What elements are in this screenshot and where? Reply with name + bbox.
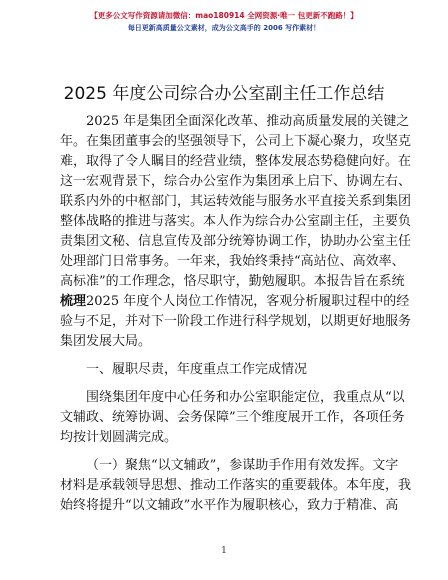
text-line: 难，取得了令人瞩目的经营业绩，整体发展态势稳健向好。在	[60, 154, 412, 169]
bold-text: 梳理	[60, 294, 87, 309]
page-number: 1	[221, 546, 227, 556]
promo-banner-line-1: 【更多公文写作资源请加微信：mao180914 全网资源·唯一 包更新不跑路！】	[90, 11, 358, 20]
text-line: 整体战略的推进与落实。本人作为综合办公室副主任，主要负	[60, 214, 412, 229]
promo-banner	[0, 10, 448, 34]
text-line: 这一宏观背景下，综合办公室作为集团承上启下、协调左右、	[60, 174, 412, 189]
text-line: 处理部门日常事务。一年来，我始终秉持“高站位、高效率、	[60, 254, 405, 269]
document-body	[60, 112, 412, 516]
text-line	[60, 292, 410, 312]
text-line: 年。在集团董事会的坚强领导下，公司上下凝心聚力，攻坚克	[60, 134, 412, 149]
text-run: 2025 年度个人岗位工作情况，客观分析履职过程中的经	[86, 294, 410, 309]
text-line: 围绕集团年度中心任务和办公室职能定位，我重点从“以	[86, 390, 405, 405]
text-line: 均按计划圆满完成。	[60, 430, 178, 445]
text-line: 文辅政、统筹协调、会务保障”三个维度展开工作，各项任务	[60, 410, 405, 425]
text-line: 集团发展大局。	[60, 334, 152, 349]
text-line: 2025 年是集团全面深化改革、推动高质量发展的关键之	[86, 114, 410, 129]
text-line: 材料是承载领导思想、推动工作落实的重要载体。本年度，我	[60, 478, 412, 493]
text-line: 联系内外的中枢部门，其运转效能与服务水平直接关系到集团	[60, 194, 412, 209]
text-line: 高标准”的工作理念，恪尽职守，勤勉履职。本报告旨在系统	[60, 274, 405, 289]
text-line: 责集团文秘、信息宣传及部分统筹协调工作，协助办公室主任	[60, 234, 412, 249]
text-line: 始终将提升“以文辅政”水平作为履职核心，致力于精准、高	[60, 498, 399, 513]
promo-banner-line-2: 每日更新高质量公文素材，成为公文高手的 2006 写作素材！	[127, 24, 321, 32]
document-title: 2025 年度公司综合办公室副主任工作总结	[63, 84, 385, 104]
text-line: 验与不足，并对下一阶段工作进行科学规划，以期更好地服务	[60, 314, 412, 329]
subheading: （一）聚焦“以文辅政”，参谋助手作用有效发挥。文字	[86, 458, 399, 473]
section-heading: 一、履职尽责，年度重点工作完成情况	[86, 362, 308, 377]
